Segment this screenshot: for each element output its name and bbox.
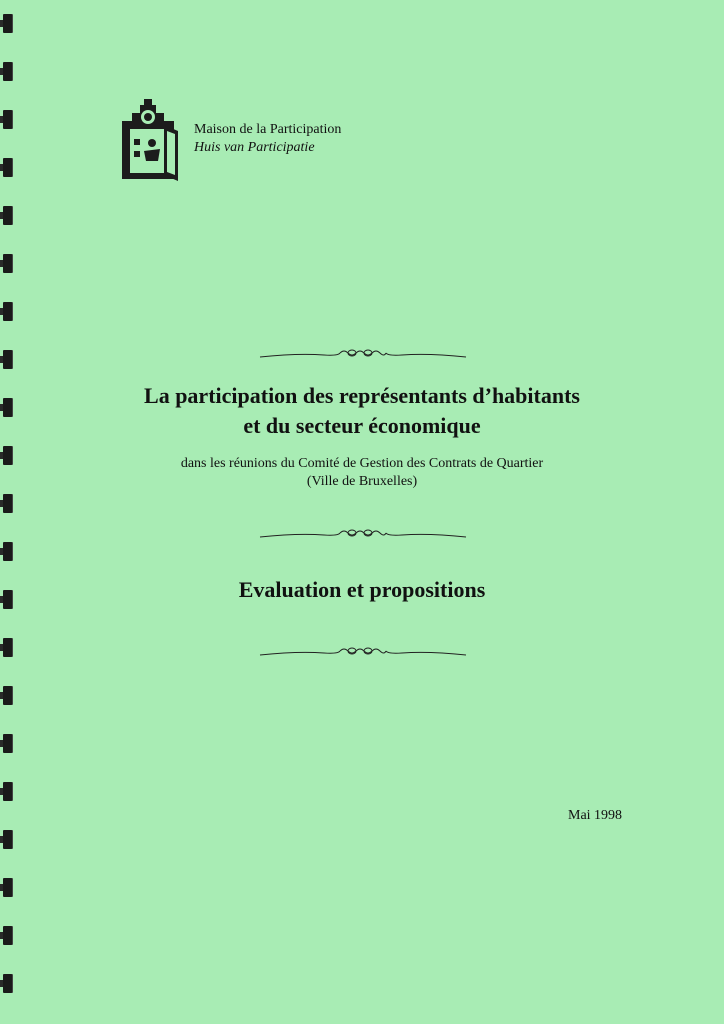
organisation-header <box>116 95 341 181</box>
building-with-participant-icon <box>116 95 180 181</box>
binding-coil <box>3 638 12 657</box>
binding-coil <box>3 254 12 273</box>
binding-coil <box>3 974 12 993</box>
subtitle-line-1: dans les réunions du Comité de Gestion des Contrats de Quartier <box>180 456 544 471</box>
binding-coil <box>3 62 12 81</box>
document-title <box>0 381 724 441</box>
title-line-1: La participation des représentants d’habitants <box>144 383 580 408</box>
binding-coil <box>3 350 12 369</box>
binding-coil <box>3 830 12 849</box>
flourish-divider-bottom <box>258 643 468 661</box>
binding-coil <box>3 542 12 561</box>
flourish-divider-top <box>258 345 468 363</box>
binding-coil <box>3 206 12 225</box>
section-heading: Evaluation et propositions <box>238 577 486 602</box>
document-subtitle <box>0 455 724 491</box>
binding-coil <box>3 302 12 321</box>
binding-coil <box>3 878 12 897</box>
organisation-name-nl: Huis van Participatie <box>194 140 315 155</box>
binding-coil <box>3 782 12 801</box>
binding-coil <box>3 926 12 945</box>
title-line-2: et du secteur économique <box>243 413 481 438</box>
binding-coil <box>3 14 12 33</box>
flourish-divider-middle <box>258 525 468 543</box>
organisation-name-fr: Maison de la Participation <box>194 122 342 137</box>
binding-coil <box>3 734 12 753</box>
publication-date: Mai 1998 <box>568 808 623 823</box>
organisation-names <box>194 121 341 157</box>
binding-coil <box>3 158 12 177</box>
binding-coil <box>3 686 12 705</box>
spiral-binding <box>0 0 18 1024</box>
binding-coil <box>3 494 12 513</box>
binding-coil <box>3 110 12 129</box>
subtitle-line-2: (Ville de Bruxelles) <box>306 474 418 489</box>
